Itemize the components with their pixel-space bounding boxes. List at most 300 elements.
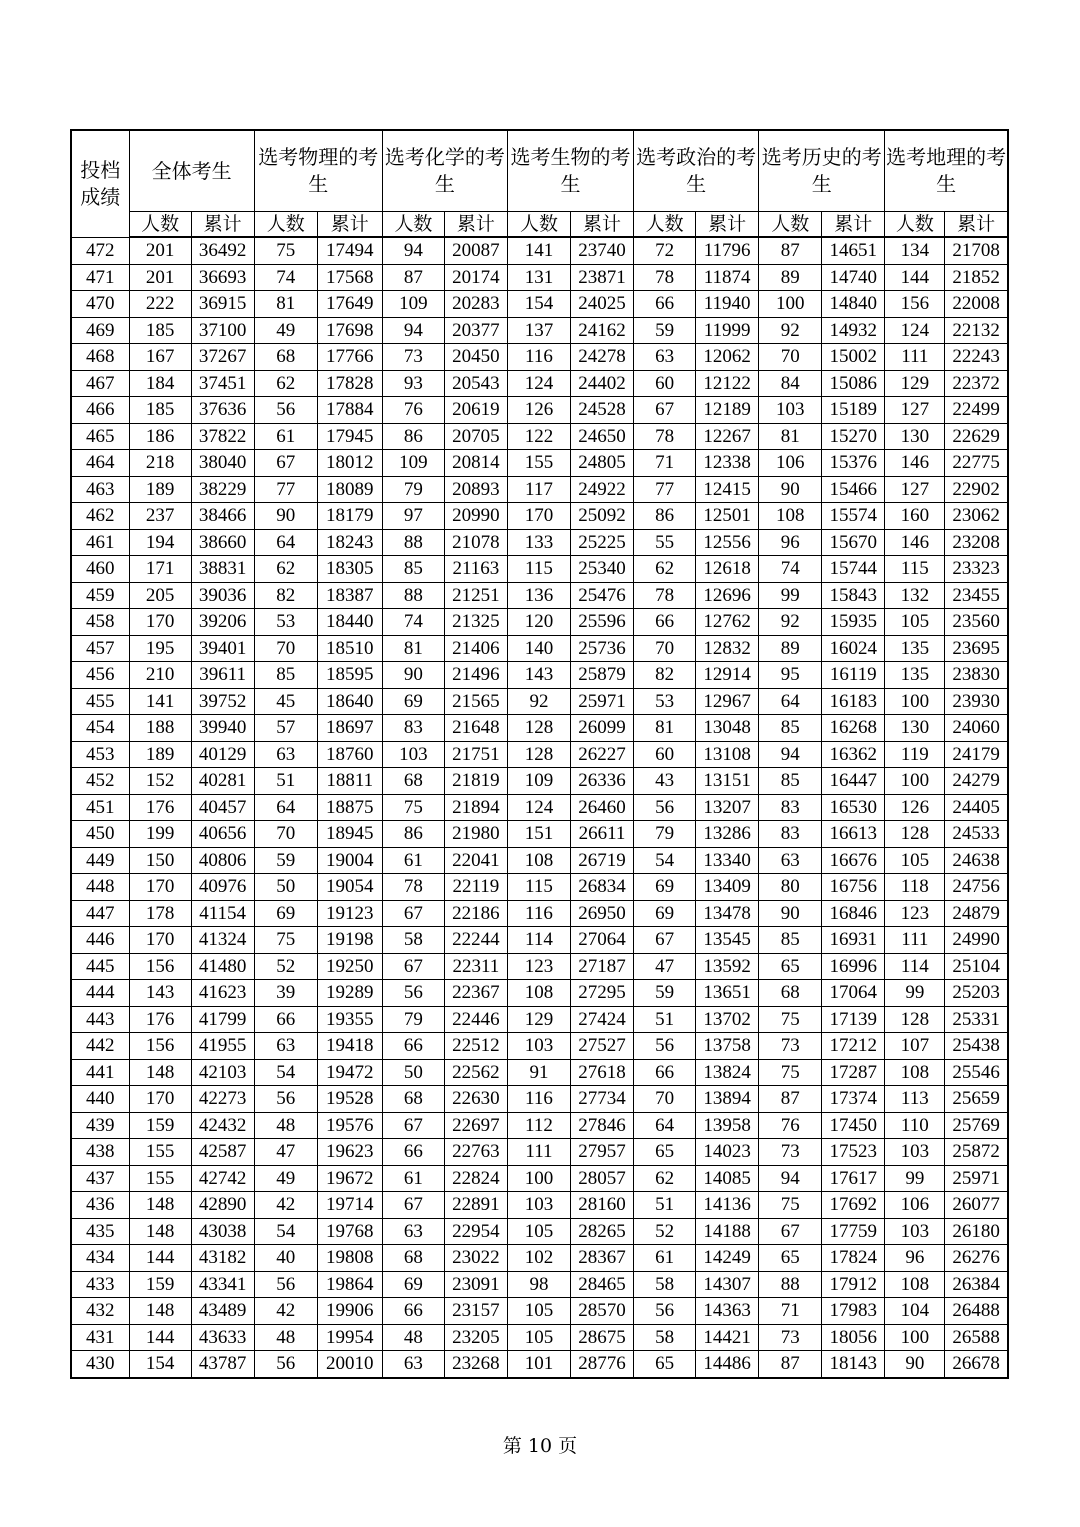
count-cell: 92 [507, 688, 570, 715]
table-row [71, 503, 1008, 530]
total-cell: 19054 [317, 874, 382, 901]
table-row [71, 1192, 1008, 1219]
count-cell: 159 [129, 1112, 191, 1139]
count-cell: 155 [129, 1165, 191, 1192]
total-cell: 17824 [822, 1245, 885, 1272]
table-row [71, 953, 1008, 980]
count-cell: 63 [382, 1218, 444, 1245]
count-cell: 56 [634, 1298, 696, 1325]
total-cell: 27064 [570, 927, 633, 954]
total-cell: 27618 [570, 1059, 633, 1086]
count-cell: 130 [885, 715, 945, 742]
group-header-politics: 选考政治的考生 [634, 130, 759, 212]
count-cell: 170 [129, 609, 191, 636]
score-cell: 436 [71, 1192, 129, 1219]
table-row [71, 768, 1008, 795]
count-cell: 144 [129, 1245, 191, 1272]
table-row [71, 980, 1008, 1007]
total-cell: 23062 [945, 503, 1008, 530]
total-cell: 27957 [570, 1139, 633, 1166]
count-cell: 148 [129, 1059, 191, 1086]
total-cell: 28367 [570, 1245, 633, 1272]
count-cell: 103 [507, 1033, 570, 1060]
score-cell: 449 [71, 847, 129, 874]
count-cell: 130 [885, 423, 945, 450]
count-cell: 110 [885, 1112, 945, 1139]
count-cell: 116 [507, 1086, 570, 1113]
total-cell: 41324 [191, 927, 254, 954]
count-cell: 188 [129, 715, 191, 742]
total-cell: 40457 [191, 794, 254, 821]
count-cell: 201 [129, 237, 191, 264]
count-cell: 128 [885, 821, 945, 848]
count-cell: 62 [634, 1165, 696, 1192]
total-cell: 26488 [945, 1298, 1008, 1325]
count-cell: 64 [254, 794, 317, 821]
count-cell: 185 [129, 397, 191, 424]
subheader-count: 人数 [507, 212, 570, 238]
total-cell: 39611 [191, 662, 254, 689]
count-cell: 132 [885, 582, 945, 609]
count-cell: 141 [129, 688, 191, 715]
count-cell: 68 [382, 1086, 444, 1113]
count-cell: 50 [254, 874, 317, 901]
count-cell: 94 [759, 1165, 822, 1192]
count-cell: 91 [507, 1059, 570, 1086]
count-cell: 88 [382, 582, 444, 609]
count-cell: 65 [634, 1139, 696, 1166]
count-cell: 170 [129, 1086, 191, 1113]
total-cell: 24179 [945, 741, 1008, 768]
total-cell: 13758 [696, 1033, 759, 1060]
count-cell: 83 [382, 715, 444, 742]
total-cell: 37451 [191, 370, 254, 397]
count-cell: 135 [885, 635, 945, 662]
count-cell: 45 [254, 688, 317, 715]
count-cell: 65 [634, 1351, 696, 1378]
total-cell: 17568 [317, 264, 382, 291]
count-cell: 160 [885, 503, 945, 530]
total-cell: 40656 [191, 821, 254, 848]
count-cell: 66 [382, 1139, 444, 1166]
count-cell: 67 [382, 1192, 444, 1219]
total-cell: 12501 [696, 503, 759, 530]
count-cell: 49 [254, 1165, 317, 1192]
count-cell: 92 [759, 317, 822, 344]
page-number: 第 10 页 [502, 1435, 578, 1457]
total-cell: 18243 [317, 529, 382, 556]
total-cell: 23830 [945, 662, 1008, 689]
count-cell: 143 [507, 662, 570, 689]
total-cell: 42587 [191, 1139, 254, 1166]
total-cell: 26099 [570, 715, 633, 742]
total-cell: 22244 [444, 927, 507, 954]
table-row [71, 556, 1008, 583]
count-cell: 74 [254, 264, 317, 291]
subheader-total: 累计 [696, 212, 759, 238]
total-cell: 26678 [945, 1351, 1008, 1378]
total-cell: 14188 [696, 1218, 759, 1245]
total-cell: 19289 [317, 980, 382, 1007]
subheader-count: 人数 [129, 212, 191, 238]
count-cell: 63 [759, 847, 822, 874]
total-cell: 13958 [696, 1112, 759, 1139]
count-cell: 65 [759, 1245, 822, 1272]
total-cell: 19672 [317, 1165, 382, 1192]
count-cell: 100 [885, 1324, 945, 1351]
count-cell: 86 [382, 821, 444, 848]
count-cell: 54 [254, 1218, 317, 1245]
total-cell: 27187 [570, 953, 633, 980]
total-cell: 25225 [570, 529, 633, 556]
count-cell: 59 [634, 317, 696, 344]
count-cell: 56 [254, 1271, 317, 1298]
total-cell: 19906 [317, 1298, 382, 1325]
total-cell: 19418 [317, 1033, 382, 1060]
table-row [71, 1324, 1008, 1351]
total-cell: 26077 [945, 1192, 1008, 1219]
group-header-geography: 选考地理的考生 [885, 130, 1008, 212]
total-cell: 12967 [696, 688, 759, 715]
total-cell: 27295 [570, 980, 633, 1007]
total-cell: 18305 [317, 556, 382, 583]
total-cell: 20010 [317, 1351, 382, 1378]
total-cell: 15189 [822, 397, 885, 424]
count-cell: 89 [759, 635, 822, 662]
count-cell: 51 [634, 1006, 696, 1033]
count-cell: 49 [254, 317, 317, 344]
total-cell: 24279 [945, 768, 1008, 795]
table-row [71, 1139, 1008, 1166]
total-cell: 16931 [822, 927, 885, 954]
count-cell: 90 [382, 662, 444, 689]
total-cell: 20450 [444, 344, 507, 371]
count-cell: 111 [885, 344, 945, 371]
count-cell: 58 [634, 1271, 696, 1298]
total-cell: 18811 [317, 768, 382, 795]
count-cell: 189 [129, 741, 191, 768]
table-row [71, 874, 1008, 901]
count-cell: 118 [885, 874, 945, 901]
score-cell: 458 [71, 609, 129, 636]
score-cell: 438 [71, 1139, 129, 1166]
score-cell: 435 [71, 1218, 129, 1245]
table-row [71, 1271, 1008, 1298]
count-cell: 75 [254, 237, 317, 264]
score-cell: 459 [71, 582, 129, 609]
total-cell: 12618 [696, 556, 759, 583]
count-cell: 120 [507, 609, 570, 636]
count-cell: 109 [382, 291, 444, 318]
count-cell: 61 [382, 847, 444, 874]
total-cell: 15670 [822, 529, 885, 556]
total-cell: 21894 [444, 794, 507, 821]
total-cell: 19576 [317, 1112, 382, 1139]
table-row [71, 635, 1008, 662]
total-cell: 20990 [444, 503, 507, 530]
score-cell: 440 [71, 1086, 129, 1113]
total-cell: 27734 [570, 1086, 633, 1113]
total-cell: 24533 [945, 821, 1008, 848]
total-cell: 24805 [570, 450, 633, 477]
count-cell: 61 [254, 423, 317, 450]
count-cell: 87 [382, 264, 444, 291]
count-cell: 107 [885, 1033, 945, 1060]
total-cell: 26227 [570, 741, 633, 768]
count-cell: 113 [885, 1086, 945, 1113]
count-cell: 74 [759, 556, 822, 583]
total-cell: 28465 [570, 1271, 633, 1298]
count-cell: 99 [885, 1165, 945, 1192]
count-cell: 189 [129, 476, 191, 503]
total-cell: 16268 [822, 715, 885, 742]
count-cell: 69 [382, 688, 444, 715]
total-cell: 17698 [317, 317, 382, 344]
table-row [71, 291, 1008, 318]
score-cell: 448 [71, 874, 129, 901]
table-row [71, 476, 1008, 503]
total-cell: 42432 [191, 1112, 254, 1139]
count-cell: 124 [507, 794, 570, 821]
count-cell: 42 [254, 1192, 317, 1219]
score-cell: 433 [71, 1271, 129, 1298]
count-cell: 54 [634, 847, 696, 874]
count-cell: 69 [382, 1271, 444, 1298]
total-cell: 25736 [570, 635, 633, 662]
total-cell: 13108 [696, 741, 759, 768]
total-cell: 26719 [570, 847, 633, 874]
count-cell: 67 [382, 953, 444, 980]
total-cell: 43038 [191, 1218, 254, 1245]
total-cell: 23560 [945, 609, 1008, 636]
count-cell: 137 [507, 317, 570, 344]
count-cell: 103 [382, 741, 444, 768]
total-cell: 22186 [444, 900, 507, 927]
count-cell: 53 [634, 688, 696, 715]
total-cell: 19714 [317, 1192, 382, 1219]
subheader-count: 人数 [254, 212, 317, 238]
total-cell: 41955 [191, 1033, 254, 1060]
table-row [71, 821, 1008, 848]
total-cell: 12762 [696, 609, 759, 636]
total-cell: 20814 [444, 450, 507, 477]
count-cell: 67 [382, 900, 444, 927]
total-cell: 17494 [317, 237, 382, 264]
count-cell: 56 [254, 397, 317, 424]
score-cell: 461 [71, 529, 129, 556]
group-header-all: 全体考生 [129, 130, 254, 212]
count-cell: 39 [254, 980, 317, 1007]
total-cell: 38466 [191, 503, 254, 530]
total-cell: 40976 [191, 874, 254, 901]
count-cell: 108 [507, 980, 570, 1007]
total-cell: 17884 [317, 397, 382, 424]
count-cell: 112 [507, 1112, 570, 1139]
count-cell: 69 [634, 874, 696, 901]
count-cell: 122 [507, 423, 570, 450]
table-row [71, 847, 1008, 874]
count-cell: 114 [507, 927, 570, 954]
count-cell: 94 [759, 741, 822, 768]
total-cell: 28570 [570, 1298, 633, 1325]
count-cell: 148 [129, 1192, 191, 1219]
count-cell: 141 [507, 237, 570, 264]
count-cell: 71 [759, 1298, 822, 1325]
total-cell: 17692 [822, 1192, 885, 1219]
count-cell: 154 [129, 1351, 191, 1378]
total-cell: 24162 [570, 317, 633, 344]
total-cell: 26834 [570, 874, 633, 901]
total-cell: 42890 [191, 1192, 254, 1219]
total-cell: 18640 [317, 688, 382, 715]
count-cell: 222 [129, 291, 191, 318]
total-cell: 19123 [317, 900, 382, 927]
score-cell: 434 [71, 1245, 129, 1272]
total-cell: 39401 [191, 635, 254, 662]
count-cell: 105 [507, 1298, 570, 1325]
count-cell: 105 [885, 847, 945, 874]
total-cell: 19954 [317, 1324, 382, 1351]
total-cell: 21496 [444, 662, 507, 689]
score-cell: 462 [71, 503, 129, 530]
count-cell: 155 [507, 450, 570, 477]
count-cell: 66 [634, 1059, 696, 1086]
total-cell: 22629 [945, 423, 1008, 450]
total-cell: 17287 [822, 1059, 885, 1086]
total-cell: 20087 [444, 237, 507, 264]
total-cell: 23871 [570, 264, 633, 291]
count-cell: 170 [129, 874, 191, 901]
total-cell: 18056 [822, 1324, 885, 1351]
score-cell: 455 [71, 688, 129, 715]
total-cell: 41623 [191, 980, 254, 1007]
count-cell: 109 [507, 768, 570, 795]
table-row [71, 1351, 1008, 1378]
count-cell: 63 [634, 344, 696, 371]
count-cell: 74 [382, 609, 444, 636]
count-cell: 62 [254, 370, 317, 397]
total-cell: 15002 [822, 344, 885, 371]
count-cell: 64 [634, 1112, 696, 1139]
count-cell: 237 [129, 503, 191, 530]
count-cell: 115 [507, 556, 570, 583]
count-cell: 178 [129, 900, 191, 927]
count-cell: 70 [759, 344, 822, 371]
total-cell: 15086 [822, 370, 885, 397]
total-cell: 19864 [317, 1271, 382, 1298]
total-cell: 24756 [945, 874, 1008, 901]
count-cell: 62 [254, 556, 317, 583]
count-cell: 127 [885, 476, 945, 503]
count-cell: 155 [129, 1139, 191, 1166]
count-cell: 52 [254, 953, 317, 980]
count-cell: 61 [634, 1245, 696, 1272]
total-cell: 12696 [696, 582, 759, 609]
total-cell: 25340 [570, 556, 633, 583]
count-cell: 63 [254, 741, 317, 768]
count-cell: 81 [634, 715, 696, 742]
total-cell: 26276 [945, 1245, 1008, 1272]
table-row [71, 794, 1008, 821]
score-cell: 431 [71, 1324, 129, 1351]
total-cell: 18089 [317, 476, 382, 503]
count-cell: 60 [634, 370, 696, 397]
group-header-physics: 选考物理的考生 [254, 130, 382, 212]
count-cell: 62 [634, 556, 696, 583]
count-cell: 152 [129, 768, 191, 795]
count-cell: 146 [885, 529, 945, 556]
table-row [71, 264, 1008, 291]
count-cell: 47 [634, 953, 696, 980]
count-cell: 66 [634, 291, 696, 318]
total-cell: 25596 [570, 609, 633, 636]
total-cell: 39036 [191, 582, 254, 609]
total-cell: 22008 [945, 291, 1008, 318]
count-cell: 205 [129, 582, 191, 609]
count-cell: 81 [759, 423, 822, 450]
count-cell: 85 [382, 556, 444, 583]
count-cell: 90 [759, 476, 822, 503]
count-cell: 150 [129, 847, 191, 874]
total-cell: 23208 [945, 529, 1008, 556]
count-cell: 85 [759, 768, 822, 795]
count-cell: 159 [129, 1271, 191, 1298]
total-cell: 43633 [191, 1324, 254, 1351]
count-cell: 64 [254, 529, 317, 556]
total-cell: 37636 [191, 397, 254, 424]
count-cell: 63 [254, 1033, 317, 1060]
total-cell: 18179 [317, 503, 382, 530]
total-cell: 14421 [696, 1324, 759, 1351]
total-cell: 13545 [696, 927, 759, 954]
score-cell: 469 [71, 317, 129, 344]
total-cell: 19250 [317, 953, 382, 980]
count-cell: 71 [634, 450, 696, 477]
total-cell: 22119 [444, 874, 507, 901]
count-cell: 79 [382, 1006, 444, 1033]
count-cell: 128 [507, 715, 570, 742]
total-cell: 21819 [444, 768, 507, 795]
total-cell: 40281 [191, 768, 254, 795]
count-cell: 105 [507, 1324, 570, 1351]
count-cell: 68 [382, 1245, 444, 1272]
total-cell: 13048 [696, 715, 759, 742]
count-cell: 119 [885, 741, 945, 768]
count-cell: 87 [759, 237, 822, 264]
count-cell: 210 [129, 662, 191, 689]
total-cell: 16447 [822, 768, 885, 795]
total-cell: 24402 [570, 370, 633, 397]
count-cell: 167 [129, 344, 191, 371]
total-cell: 21852 [945, 264, 1008, 291]
count-cell: 108 [759, 503, 822, 530]
score-cell: 439 [71, 1112, 129, 1139]
total-cell: 21565 [444, 688, 507, 715]
total-cell: 13207 [696, 794, 759, 821]
count-cell: 123 [885, 900, 945, 927]
count-cell: 185 [129, 317, 191, 344]
total-cell: 12914 [696, 662, 759, 689]
table-row [71, 344, 1008, 371]
count-cell: 67 [382, 1112, 444, 1139]
total-cell: 41799 [191, 1006, 254, 1033]
count-cell: 99 [759, 582, 822, 609]
count-cell: 108 [885, 1059, 945, 1086]
table-row [71, 1059, 1008, 1086]
total-cell: 22891 [444, 1192, 507, 1219]
count-cell: 93 [382, 370, 444, 397]
total-cell: 43489 [191, 1298, 254, 1325]
